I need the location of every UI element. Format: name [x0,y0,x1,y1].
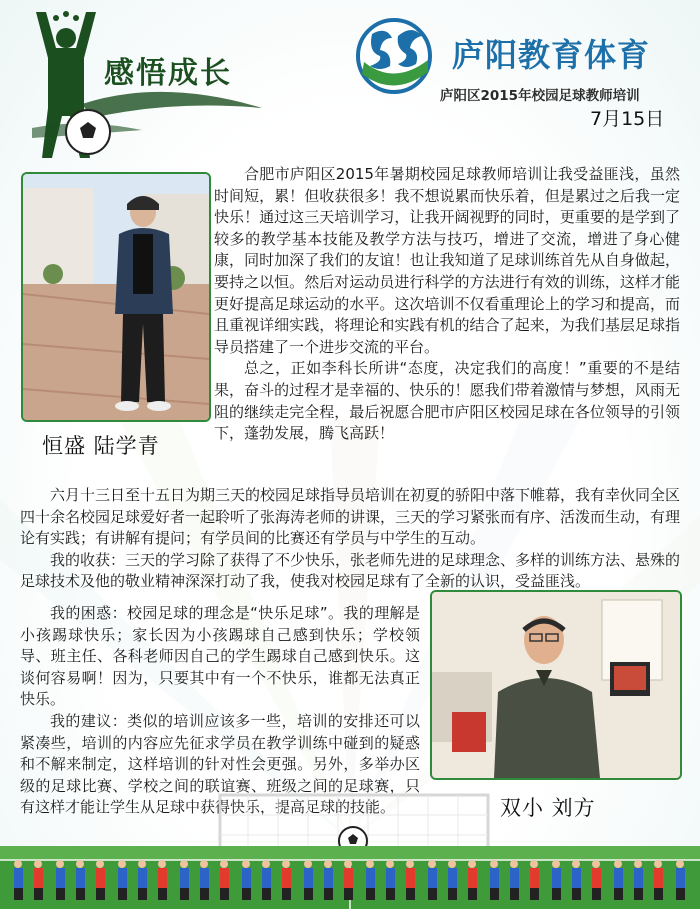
article1-paragraph: 合肥市庐阳区2015年暑期校园足球教师培训让我受益匪浅，虽然时间短，累！但收获很多！我不想说累而快乐着，但是累过之后我一定快乐！通过这三天培训学习，让我开阔视野的同时，更重要的是学到了较多的教学基本技能及教学方法与技巧，增进了交流，增进了身心健康，同时加深了我们的友谊！也让我知道了足球训练首先从自身做起，要持之以恒。然后对运动员进行科学的方法进行有效的训练，这样才能更好提高足球运动的水平。这次培训不仅看重理论上的学习和提高，而且重视详细实践，将理论和实践有机的结合了起来，为我们基层足球指导员搭建了一个进步交流的平台。 [214,165,680,356]
goal-net-graphic [218,785,490,855]
soccer-ball-icon [66,110,110,154]
article2-intro [20,485,680,593]
luyang-logo [352,16,442,96]
author1-caption: 恒盛 陆学青 [42,434,160,458]
article2-paragraph: 六月十三日至十五日为期三天的校园足球指导员培训在初夏的骄阳中落下帷幕，我有幸伙同全区四十余名校园足球爱好者一起聆听了张海涛老师的讲课，三天的学习紧张而有序、活泼而生动，有理论有实践；有讲解有提问；有学员间的比赛还有学员与中学生的互动。 [20,486,681,548]
author1-photo [21,172,211,422]
soccer-field-banner [0,846,700,909]
article2-paragraph: 我的收获：三天的学习除了获得了不少快乐，张老师先进的足球理念、多样的训练方法、悬殊的足球技术及他的敬业精神深深打动了我，使我对校园足球有了全新的认识，受益匪浅。 [20,550,681,591]
issue-date: 7月15日 [590,108,665,130]
article1 [214,164,680,445]
event-subtitle: 庐阳区2015年校园足球教师培训 [440,88,640,104]
section-title: 感悟成长 [104,56,232,91]
article2-paragraph: 我的困惑：校园足球的理念是“快乐足球”。我的理解是小孩踢球快乐；家长因为小孩踢球自己感到快乐；学校领导、班主任、各科老师因自己的学生踢球自己感到快乐。这谈何容易啊！因为，只要其中有一个不快乐，谁都无法真正快乐。 [20,604,420,709]
author2-photo [430,590,682,780]
article1-paragraph: 总之，正如李科长所讲“态度，决定我们的高度！”重要的不是结果，奋斗的过程才是幸福的、快乐的！愿我们带着激情与梦想，风雨无阻的继续走完全程，最后祝愿合肥市庐阳区校园足球在各位领导的引领下，蓬勃发展，腾飞高跃！ [214,359,680,443]
article2-paragraph: 我的建议：类似的培训应该多一些，培训的安排还可以紧凑些，培训的内容应先征求学员在教学训练中碰到的疑惑和不解来制定，这样培训的针对性会更强。另外，多举办区级的足球比赛、学校之间的联谊赛、班级之间的足球赛，只有这样才能让学生从足球中获得快乐，提高足球的技能。 [20,711,420,817]
author2-caption: 双小 刘方 [500,796,596,820]
brand-name: 庐阳教育体育 [452,36,651,74]
